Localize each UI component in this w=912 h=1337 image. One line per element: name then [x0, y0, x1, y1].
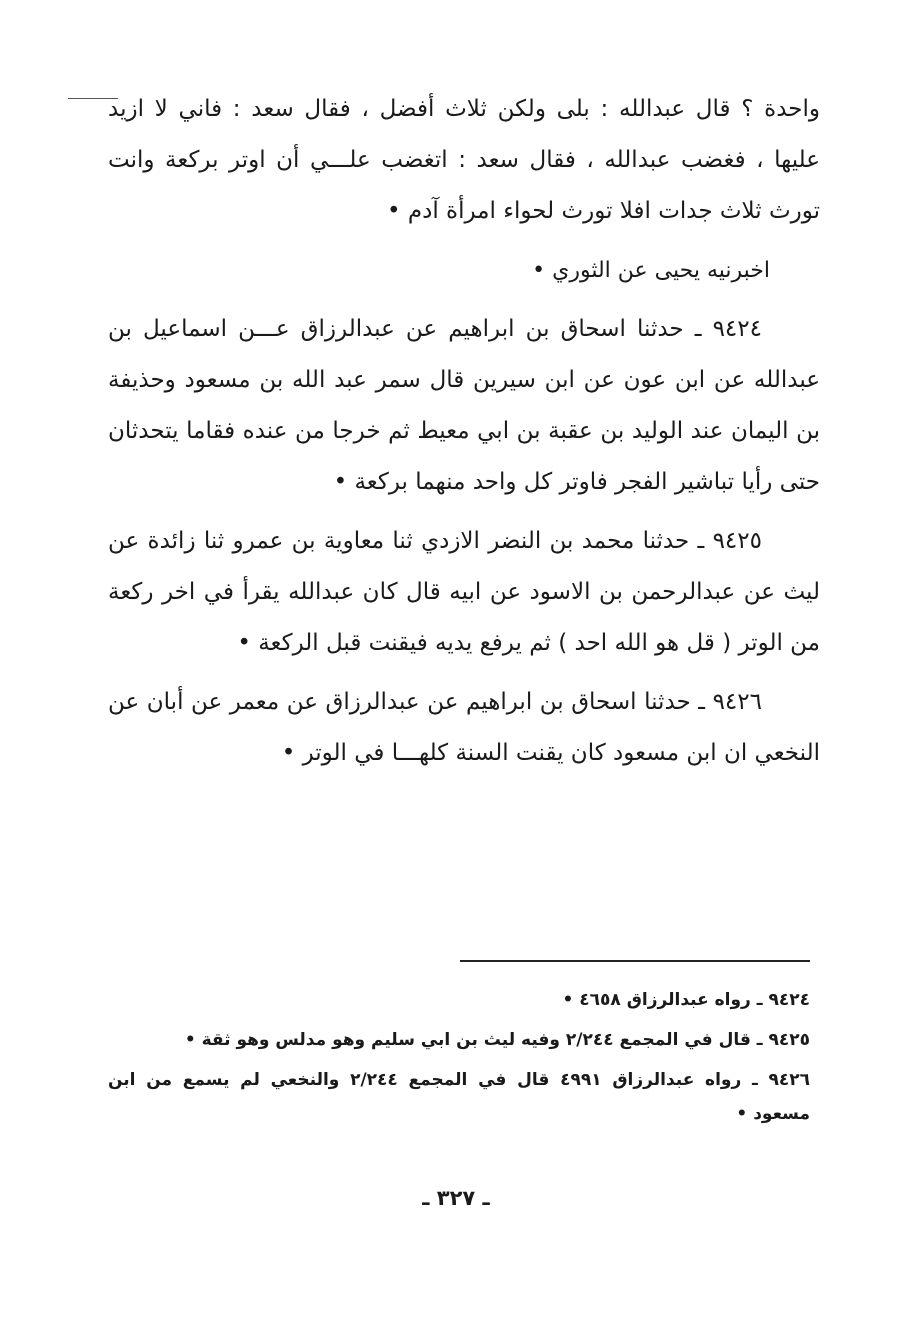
footnotes-block: [108, 983, 810, 1137]
footnote-9426: ٩٤٢٦ ـ رواه عبدالرزاق ٤٩٩١ قال في المجمع ٢/٢٤٤ والنخعي لم يسمع من ابن مسعود •: [108, 1070, 811, 1124]
chain-note: اخبرنيه يحيى عن الثوري •: [532, 258, 770, 283]
main-text-block: [108, 84, 820, 779]
continuation-paragraph: واحدة ؟ قال عبدالله : بلى ولكن ثلاث أفضل ، فقال سعد : فاني لا ازيد عليها ، فغضب عبدالله ، فقال سعد : اتغضب علـــي أن اوتر بركعة وانت تورث ثلاث جدات افلا تورث لحواء امرأة آدم •: [108, 96, 820, 224]
hadith-9425: ٩٤٢٥ ـ حدثنا محمد بن النضر الازدي ثنا معاوية بن عمرو ثنا زائدة عن ليث عن عبدالرحمن بن الاسود عن ابيه قال كان عبدالله يقرأ في اخر ركعة من الوتر ( قل هو الله احد ) ثم يرفع يديه فيقنت قبل الركعة •: [108, 528, 820, 656]
footnote-separator: [460, 960, 810, 962]
hadith-9426: ٩٤٢٦ ـ حدثنا اسحاق بن ابراهيم عن عبدالرزاق عن معمر عن أبان عن النخعي ان ابن مسعود كان يقنت السنة كلهـــا في الوتر •: [108, 689, 820, 766]
page-number: ـ ٣٢٧ ـ: [422, 1186, 490, 1210]
footnote-9424: ٩٤٢٤ ـ رواه عبدالرزاق ٤٦٥٨ •: [562, 990, 810, 1010]
hadith-9424: ٩٤٢٤ ـ حدثنا اسحاق بن ابراهيم عن عبدالرزاق عـــن اسماعيل بن عبدالله عن ابن عون عن ابن سيرين قال سمر عبد الله بن مسعود وحذيفة بن اليمان عند الوليد بن عقبة بن ابي معيط ثم خرجا من عنده فقاما يتحدثان حتى رأيا تباشير الفجر فاوتر كل واحد منهما بركعة •: [108, 316, 820, 495]
footnote-9425: ٩٤٢٥ ـ قال في المجمع ٢/٢٤٤ وفيه ليث بن ابي سليم وهو مدلس وهو ثقة •: [184, 1030, 810, 1050]
